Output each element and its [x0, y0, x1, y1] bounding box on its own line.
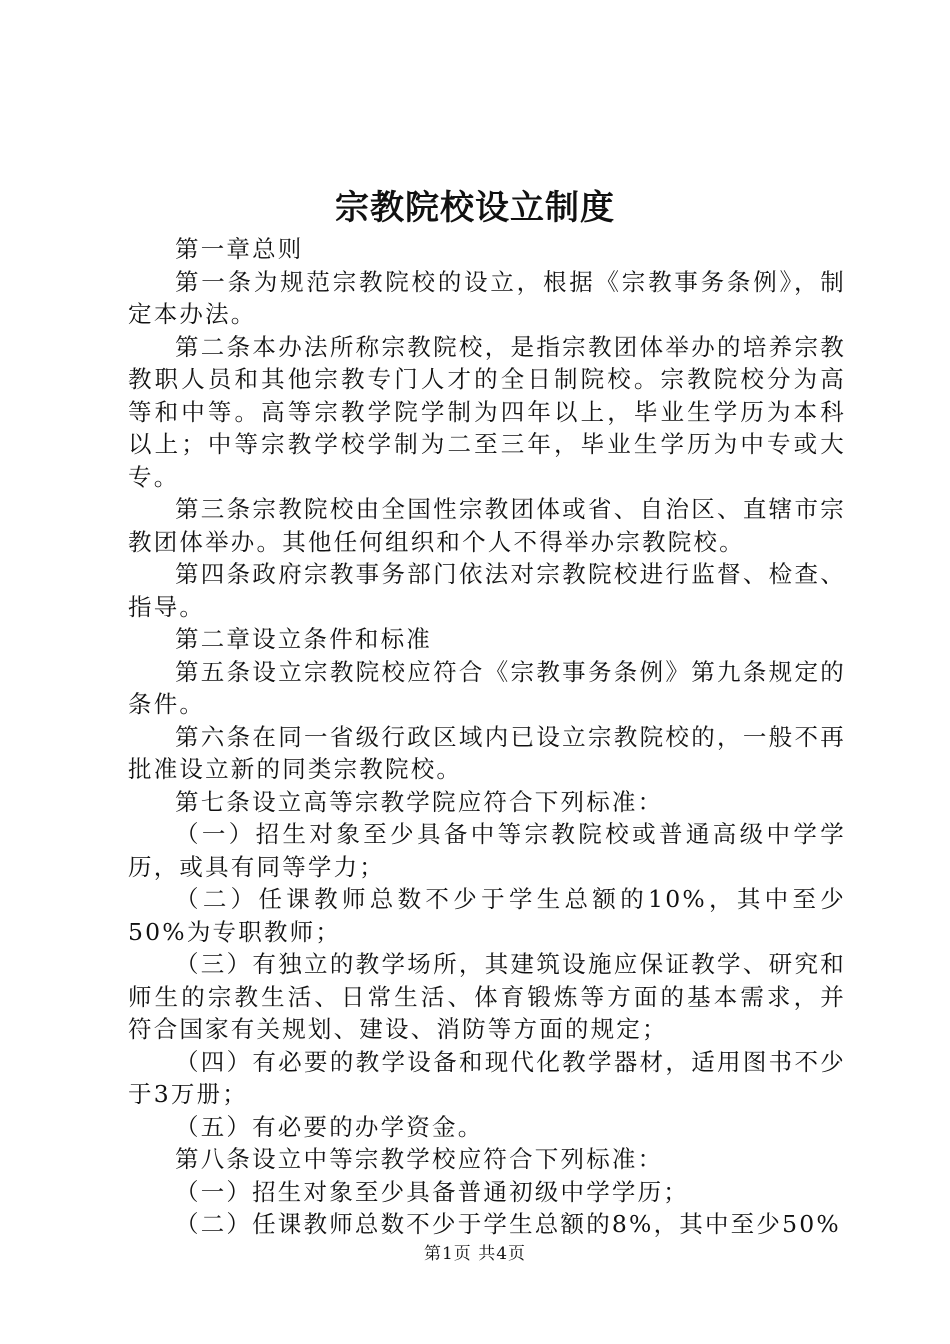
article-paragraph: 第一条为规范宗教院校的设立，根据《宗教事务条例》，制定本办法。: [128, 267, 846, 328]
chapter-heading: 第二章设立条件和标准: [175, 625, 432, 653]
list-item: （一）招生对象至少具备中等宗教院校或普通高级中学学历，或具有同等学力；: [128, 820, 846, 881]
article-paragraph: 第二条本办法所称宗教院校，是指宗教团体举办的培养宗教教职人员和其他宗教专门人才的全日制院校。宗教院校分为高等和中等。高等宗教学院学制为四年以上，毕业生学历为本科以上；中等宗教学校学制为二至三年，毕业生学历为中专或大专。: [128, 332, 846, 491]
article-paragraph: 第七条设立高等宗教学院应符合下列标准：: [175, 787, 664, 816]
chapter-heading: 第一章总则: [175, 235, 304, 263]
article-paragraph: 第六条在同一省级行政区域内已设立宗教院校的，一般不再批准设立新的同类宗教院校。: [128, 722, 846, 783]
list-item: （五）有必要的办学资金。: [175, 1112, 484, 1141]
document-title: 宗教院校设立制度: [335, 188, 615, 228]
article-paragraph: 第五条设立宗教院校应符合《宗教事务条例》第九条规定的条件。: [128, 657, 846, 718]
article-paragraph: 第四条政府宗教事务部门依法对宗教院校进行监督、检查、指导。: [128, 560, 846, 621]
list-item: （二）任课教师总数不少于学生总额的8%，其中至少50%: [175, 1210, 841, 1238]
list-item: （一）招生对象至少具备普通初级中学学历；: [175, 1177, 689, 1206]
article-paragraph: 第八条设立中等宗教学校应符合下列标准：: [175, 1145, 664, 1173]
document-body: [128, 233, 846, 1241]
list-item: （二）任课教师总数不少于学生总额的10%，其中至少50%为专职教师；: [128, 885, 846, 946]
article-paragraph: 第三条宗教院校由全国性宗教团体或省、自治区、直辖市宗教团体举办。其他任何组织和个人不得举办宗教院校。: [128, 495, 846, 556]
list-item: （四）有必要的教学设备和现代化教学器材，适用图书不少于3万册；: [128, 1047, 846, 1108]
page-footer: 第1页 共4页: [423, 1244, 527, 1264]
list-item: （三）有独立的教学场所，其建筑设施应保证教学、研究和师生的宗教生活、日常生活、体育锻炼等方面的基本需求，并符合国家有关规划、建设、消防等方面的规定；: [128, 950, 846, 1043]
